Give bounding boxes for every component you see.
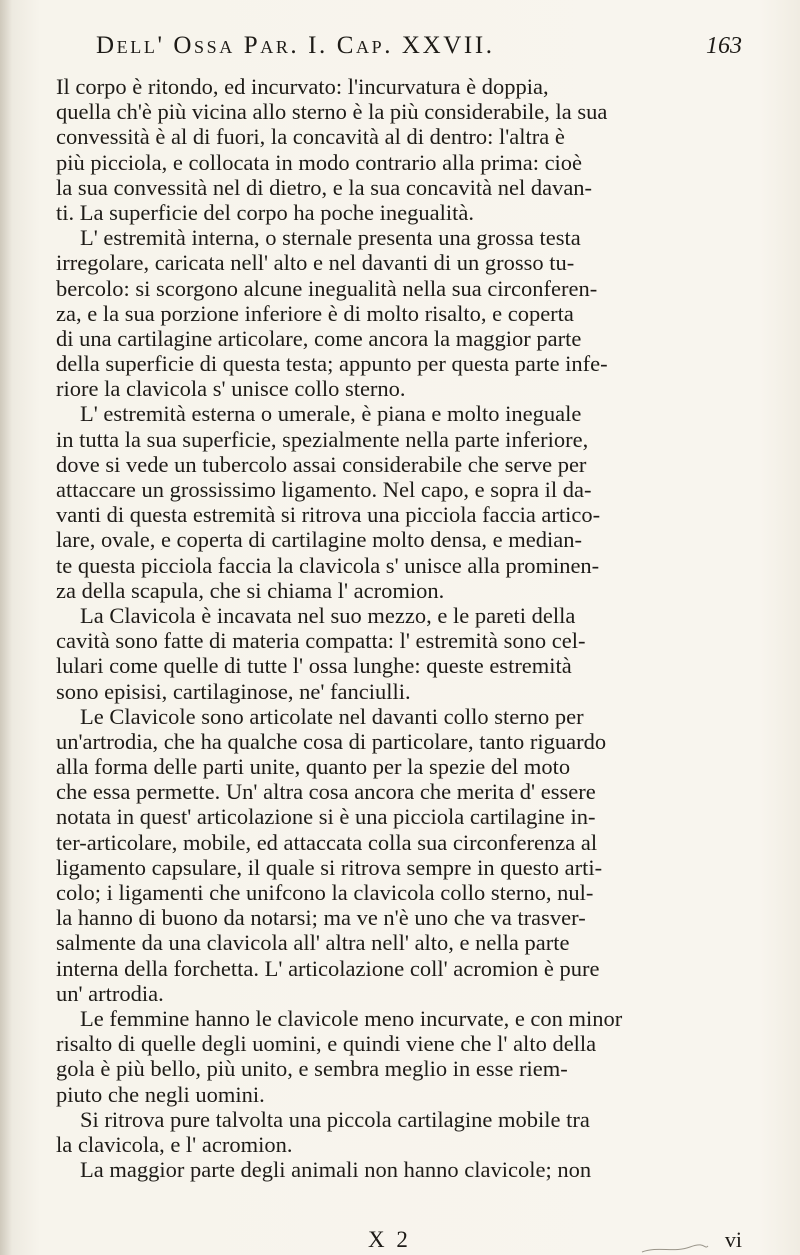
text-line: Le femmine hanno le clavicole meno incurvate, e con minor — [80, 1005, 623, 1031]
text-line: lulari come quelle di tutte l' ossa lunghe: queste estremità — [56, 653, 572, 679]
text-line: la sua convessità nel di dietro, e la sua concavità nel davan- — [56, 174, 593, 200]
text-line: risalto di quelle degli uomini, e quindi viene che l' alto della — [56, 1031, 597, 1057]
text-line: Le Clavicole sono articolate nel davanti collo sterno per — [80, 703, 584, 729]
text-line: za, e la sua porzione inferiore è di molto risalto, e coperta — [56, 300, 574, 326]
text-line: più picciola, e collocata in modo contrario alla prima: cioè — [56, 149, 583, 175]
text-line: salmente da una clavicola all' altra nell' alto, e nella parte — [56, 930, 570, 956]
text-line: un' artrodia. — [56, 980, 164, 1006]
text-line: interna della forchetta. L' articolazione coll' acromion è pure — [56, 955, 600, 981]
text-line: la hanno di buono da notarsi; ma ve n'è uno che va trasver- — [56, 905, 586, 931]
text-line: L' estremità interna, o sternale presenta una grossa testa — [80, 225, 581, 251]
page-number: 163 — [706, 33, 742, 59]
text-line: bercolo: si scorgono alcune inegualità nella sua circonferen- — [56, 275, 598, 301]
page-gutter-shadow — [0, 0, 12, 1255]
page-header — [96, 32, 748, 70]
text-line: sono episisi, cartilaginose, ne' fanciulli. — [56, 678, 411, 704]
text-line: in tutta la sua superficie, spezialmente nella parte inferiore, — [56, 426, 589, 452]
text-line: cavità sono fatte di materia compatta: l' estremità sono cel- — [56, 628, 586, 654]
text-line: ligamento capsulare, il quale si ritrova sempre in questo arti- — [56, 854, 603, 880]
text-line: La Clavicola è incavata nel suo mezzo, e le pareti della — [80, 602, 576, 628]
ink-scribble — [640, 1244, 710, 1254]
text-line: te questa picciola faccia la clavicola s' unisce alla prominen- — [56, 552, 600, 578]
catchword: vi — [724, 1227, 742, 1252]
text-line: della superficie di questa testa; appunto per questa parte infe- — [56, 351, 608, 377]
text-line: ti. La superficie del corpo ha poche inegualità. — [56, 199, 474, 225]
text-line: ter-articolare, mobile, ed attaccata colla sua circonferenza al — [56, 829, 598, 855]
text-line: gola è più bello, più unito, e sembra meglio in esse riem- — [56, 1056, 568, 1082]
text-line: dove si vede un tubercolo assai considerabile che serve per — [56, 451, 587, 477]
text-line: attaccare un grossissimo ligamento. Nel capo, e sopra il da- — [56, 477, 592, 502]
running-head: Dell' Ossa Par. I. Cap. XXVII. — [96, 32, 495, 59]
text-line: L' estremità esterna o umerale, è piana e molto ineguale — [80, 401, 582, 427]
text-line: alla forma delle parti unite, quanto per la spezie del moto — [56, 754, 571, 780]
text-line: Si ritrova pure talvolta una piccola cartilagine mobile tra — [80, 1106, 590, 1132]
text-line: quella ch'è più vicina allo sterno è la più considerabile, la sua — [56, 99, 608, 125]
text-line: Il corpo è ritondo, ed incurvato: l'incurvatura è doppia, — [56, 74, 549, 99]
text-line: notata in quest' articolazione si è una picciola cartilagine in- — [56, 804, 596, 830]
text-line: che essa permette. Un' altra cosa ancora che merita d' essere — [56, 779, 596, 805]
text-line: vanti di questa estremità si ritrova una picciola faccia artico- — [56, 502, 601, 528]
text-line: za della scapula, che si chiama l' acromion. — [56, 577, 445, 603]
text-line: la clavicola, e l' acromion. — [56, 1131, 293, 1157]
text-line: convessità è al di fuori, la concavità al di dentro: l'altra è — [56, 124, 565, 150]
text-line: colo; i ligamenti che unifcono la clavicola collo sterno, nul- — [56, 880, 594, 905]
text-line: La maggior parte degli animali non hanno clavicole; non — [80, 1157, 592, 1183]
body-text — [56, 74, 746, 1182]
text-line: riore la clavicola s' unisce collo sterno. — [56, 376, 406, 402]
text-line: irregolare, caricata nell' alto e nel davanti di un grosso tu- — [56, 250, 575, 276]
text-line: lare, ovale, e coperta di cartilagine molto densa, e median- — [56, 527, 583, 553]
text-line: un'artrodia, che ha qualche cosa di particolare, tanto riguardo — [56, 728, 607, 754]
signature-mark: X 2 — [368, 1227, 411, 1252]
text-line: piuto che negli uomini. — [56, 1081, 265, 1107]
text-line: di una cartilagine articolare, come ancora la maggior parte — [56, 325, 582, 351]
